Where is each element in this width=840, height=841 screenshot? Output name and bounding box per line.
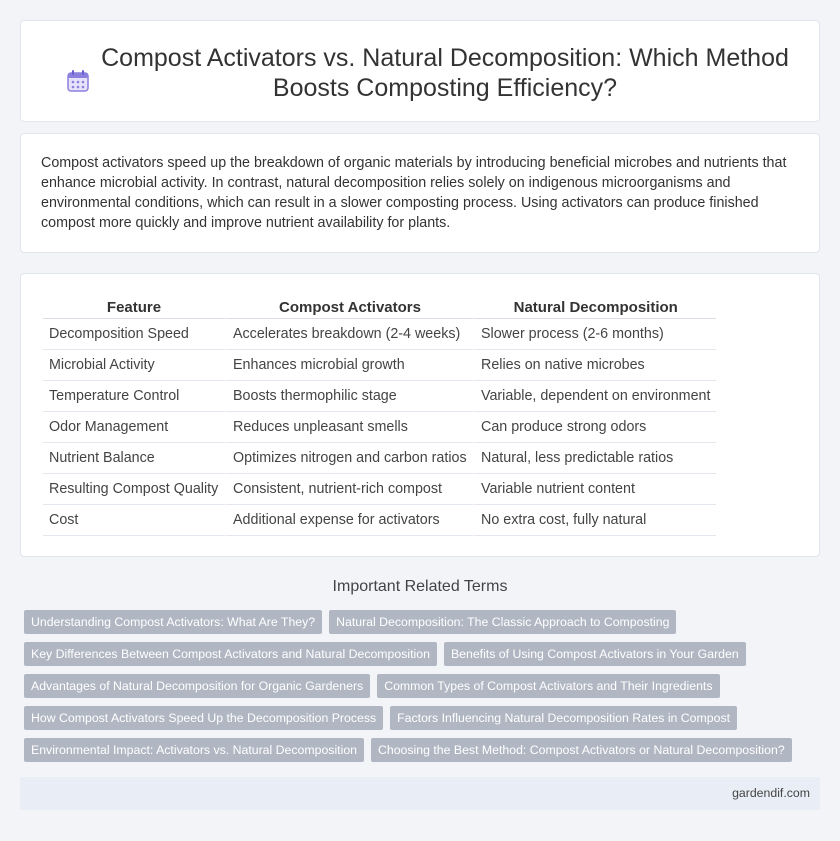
intro-card: [20, 133, 820, 253]
related-term-link[interactable]: Common Types of Compost Activators and Their Ingredients: [377, 674, 719, 698]
table-cell: Slower process (2-6 months): [473, 319, 716, 350]
table-cell: Consistent, nutrient-rich compost: [225, 474, 473, 505]
table-row: [43, 443, 716, 474]
related-term-link[interactable]: Benefits of Using Compost Activators in Your Garden: [444, 642, 746, 666]
footer-site-link[interactable]: gardendif.com: [732, 786, 810, 800]
table-cell: Nutrient Balance: [43, 443, 225, 474]
column-header-natural: Natural Decomposition: [473, 295, 716, 319]
table-row: [43, 319, 716, 350]
table-header-row: [43, 295, 716, 319]
column-header-feature: Feature: [43, 295, 225, 319]
related-tag-row: [24, 642, 753, 666]
table-cell: Reduces unpleasant smells: [225, 412, 473, 443]
table-cell: Can produce strong odors: [473, 412, 716, 443]
table-cell: Variable, dependent on environment: [473, 381, 716, 412]
calendar-icon: [65, 68, 91, 94]
table-cell: Cost: [43, 505, 225, 536]
related-term-link[interactable]: Environmental Impact: Activators vs. Natural Decomposition: [24, 738, 364, 762]
related-term-link[interactable]: How Compost Activators Speed Up the Decomposition Process: [24, 706, 383, 730]
header-card: [20, 20, 820, 122]
page-title: Compost Activators vs. Natural Decomposition: Which Method Boosts Composting Efficiency?: [101, 44, 789, 102]
table-cell: No extra cost, fully natural: [473, 505, 716, 536]
related-tag-row: [24, 610, 683, 634]
related-term-link[interactable]: Advantages of Natural Decomposition for Organic Gardeners: [24, 674, 370, 698]
table-cell: Additional expense for activators: [225, 505, 473, 536]
related-terms-heading: Important Related Terms: [332, 578, 508, 595]
table-row: [43, 350, 716, 381]
related-term-link[interactable]: Understanding Compost Activators: What Are They?: [24, 610, 322, 634]
table-row: [43, 474, 716, 505]
comparison-table: [43, 295, 716, 536]
related-term-link[interactable]: Key Differences Between Compost Activators and Natural Decomposition: [24, 642, 437, 666]
table-cell: Optimizes nitrogen and carbon ratios: [225, 443, 473, 474]
title-wrap: [21, 43, 819, 103]
related-tag-row: [24, 706, 744, 730]
footer: [20, 777, 820, 810]
related-term-link[interactable]: Choosing the Best Method: Compost Activators or Natural Decomposition?: [371, 738, 792, 762]
related-tag-row: [24, 738, 799, 762]
table-cell: Boosts thermophilic stage: [225, 381, 473, 412]
table-cell: Relies on native microbes: [473, 350, 716, 381]
table-cell: Temperature Control: [43, 381, 225, 412]
table-cell: Resulting Compost Quality: [43, 474, 225, 505]
table-cell: Microbial Activity: [43, 350, 225, 381]
comparison-table-card: [20, 273, 820, 557]
table-cell: Enhances microbial growth: [225, 350, 473, 381]
table-row: [43, 412, 716, 443]
column-header-activators: Compost Activators: [225, 295, 473, 319]
table-cell: Variable nutrient content: [473, 474, 716, 505]
related-term-link[interactable]: Natural Decomposition: The Classic Approach to Composting: [329, 610, 676, 634]
table-cell: Odor Management: [43, 412, 225, 443]
related-term-link[interactable]: Factors Influencing Natural Decomposition Rates in Compost: [390, 706, 737, 730]
table-row: [43, 505, 716, 536]
intro-text: Compost activators speed up the breakdown of organic materials by introducing beneficial microbes and nutrients that enhance microbial activity. In contrast, natural decomposition relies solely on indigenous microorganisms and environmental conditions, which can result in a slower composting process. Using activators can produce finished compost more quickly and improve nutrient availability for plants.: [41, 155, 787, 231]
table-cell: Natural, less predictable ratios: [473, 443, 716, 474]
table-cell: Accelerates breakdown (2-4 weeks): [225, 319, 473, 350]
related-tag-row: [24, 674, 727, 698]
table-cell: Decomposition Speed: [43, 319, 225, 350]
table-row: [43, 381, 716, 412]
